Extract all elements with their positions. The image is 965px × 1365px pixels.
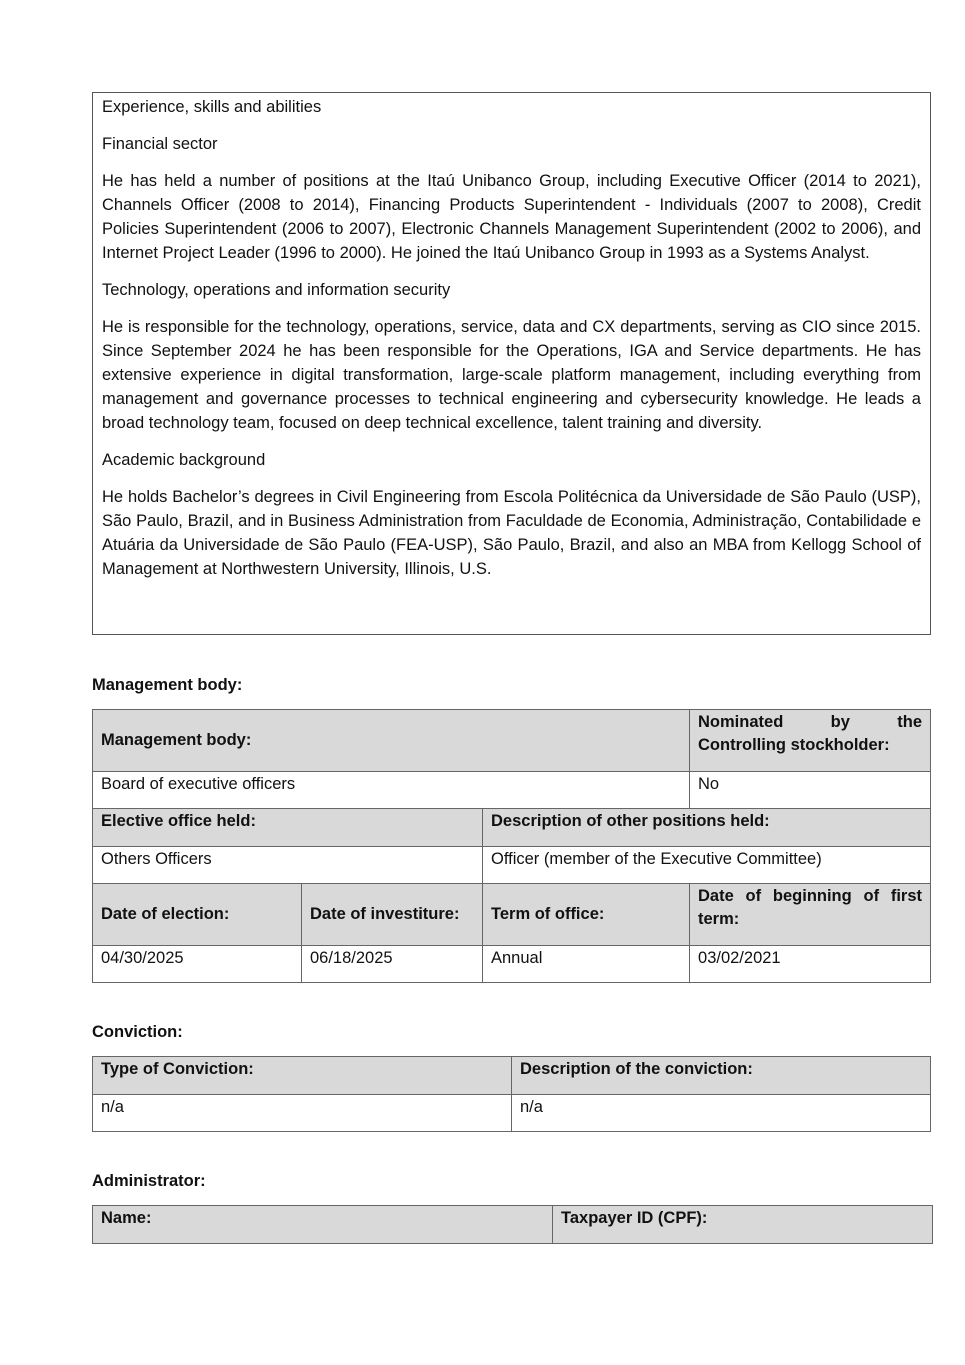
conviction-type-value: n/a [93, 1095, 512, 1132]
elective-office-value: Others Officers [93, 847, 483, 884]
table-row [93, 847, 931, 884]
conviction-description-header: Description of the conviction: [512, 1057, 931, 1095]
table-row [93, 1095, 931, 1132]
biography-box [92, 92, 931, 635]
table-row [93, 1206, 933, 1244]
technology-heading: Technology, operations and information security [102, 281, 451, 299]
nominated-header: Nominated by the Controlling stockholder: [690, 710, 931, 772]
term-office-header: Term of office: [483, 884, 690, 946]
date-first-term-value: 03/02/2021 [690, 946, 931, 983]
conviction-description-value: n/a [512, 1095, 931, 1132]
financial-sector-heading: Financial sector [102, 135, 218, 153]
date-election-value: 04/30/2025 [93, 946, 302, 983]
table-row [93, 1057, 931, 1095]
term-office-value: Annual [483, 946, 690, 983]
conviction-section-title: Conviction: [92, 1023, 183, 1041]
other-positions-header: Description of other positions held: [483, 809, 931, 847]
date-first-term-header: Date of beginning of first term: [690, 884, 931, 946]
date-investiture-header: Date of investiture: [302, 884, 483, 946]
conviction-table [92, 1056, 931, 1132]
administrator-table [92, 1205, 933, 1244]
other-positions-value: Officer (member of the Executive Committee) [483, 847, 931, 884]
table-row [93, 772, 931, 809]
nominated-value: No [690, 772, 931, 809]
table-row [93, 710, 931, 772]
taxpayer-id-header: Taxpayer ID (CPF): [553, 1206, 933, 1244]
administrator-section-title: Administrator: [92, 1172, 206, 1190]
financial-sector-text: He has held a number of positions at the Itaú Unibanco Group, including Executive Officer (2014 to 2021), Channels Officer (2008 to 2014), Financing Products Superintendent - Individuals (2007 to 2008), Credit Policies Superintendent (2006 to 2007), Electronic Channels Management Superintendent (2002 to 2006), and Internet Project Leader (1996 to 2000). He joined the Itaú Unibanco Group in 1993 as a Systems Analyst. [102, 172, 921, 262]
academic-heading: Academic background [102, 451, 266, 469]
experience-heading: Experience, skills and abilities [102, 98, 322, 116]
administrator-name-header: Name: [93, 1206, 553, 1244]
table-row [93, 946, 931, 983]
date-investiture-value: 06/18/2025 [302, 946, 483, 983]
management-table [92, 709, 931, 983]
table-row [93, 884, 931, 946]
management-body-value: Board of executive officers [93, 772, 690, 809]
management-section-title: Management body: [92, 676, 243, 694]
table-row [93, 809, 931, 847]
technology-text: He is responsible for the technology, operations, service, data and CX departments, serving as CIO since 2015. Since September 2024 he has been responsible for the Operations, IGA and Service departments. He has extensive experience in digital transformation, large-scale platform management, including everything from management and governance processes to technical engineering and cybersecurity knowledge. He leads a broad technology team, focused on deep technical excellence, talent training and diversity. [102, 318, 921, 432]
management-body-header: Management body: [93, 710, 690, 772]
academic-text: He holds Bachelor’s degrees in Civil Engineering from Escola Politécnica da Universidade de São Paulo (USP), São Paulo, Brazil, and in Business Administration from Faculdade de Economia, Administração, Contabilidade e Atuária da Universidade de São Paulo (FEA-USP), São Paulo, Brazil, and also an MBA from Kellogg School of Management at Northwestern University, Illinois, U.S. [102, 488, 921, 578]
conviction-type-header: Type of Conviction: [93, 1057, 512, 1095]
elective-office-header: Elective office held: [93, 809, 483, 847]
date-election-header: Date of election: [93, 884, 302, 946]
